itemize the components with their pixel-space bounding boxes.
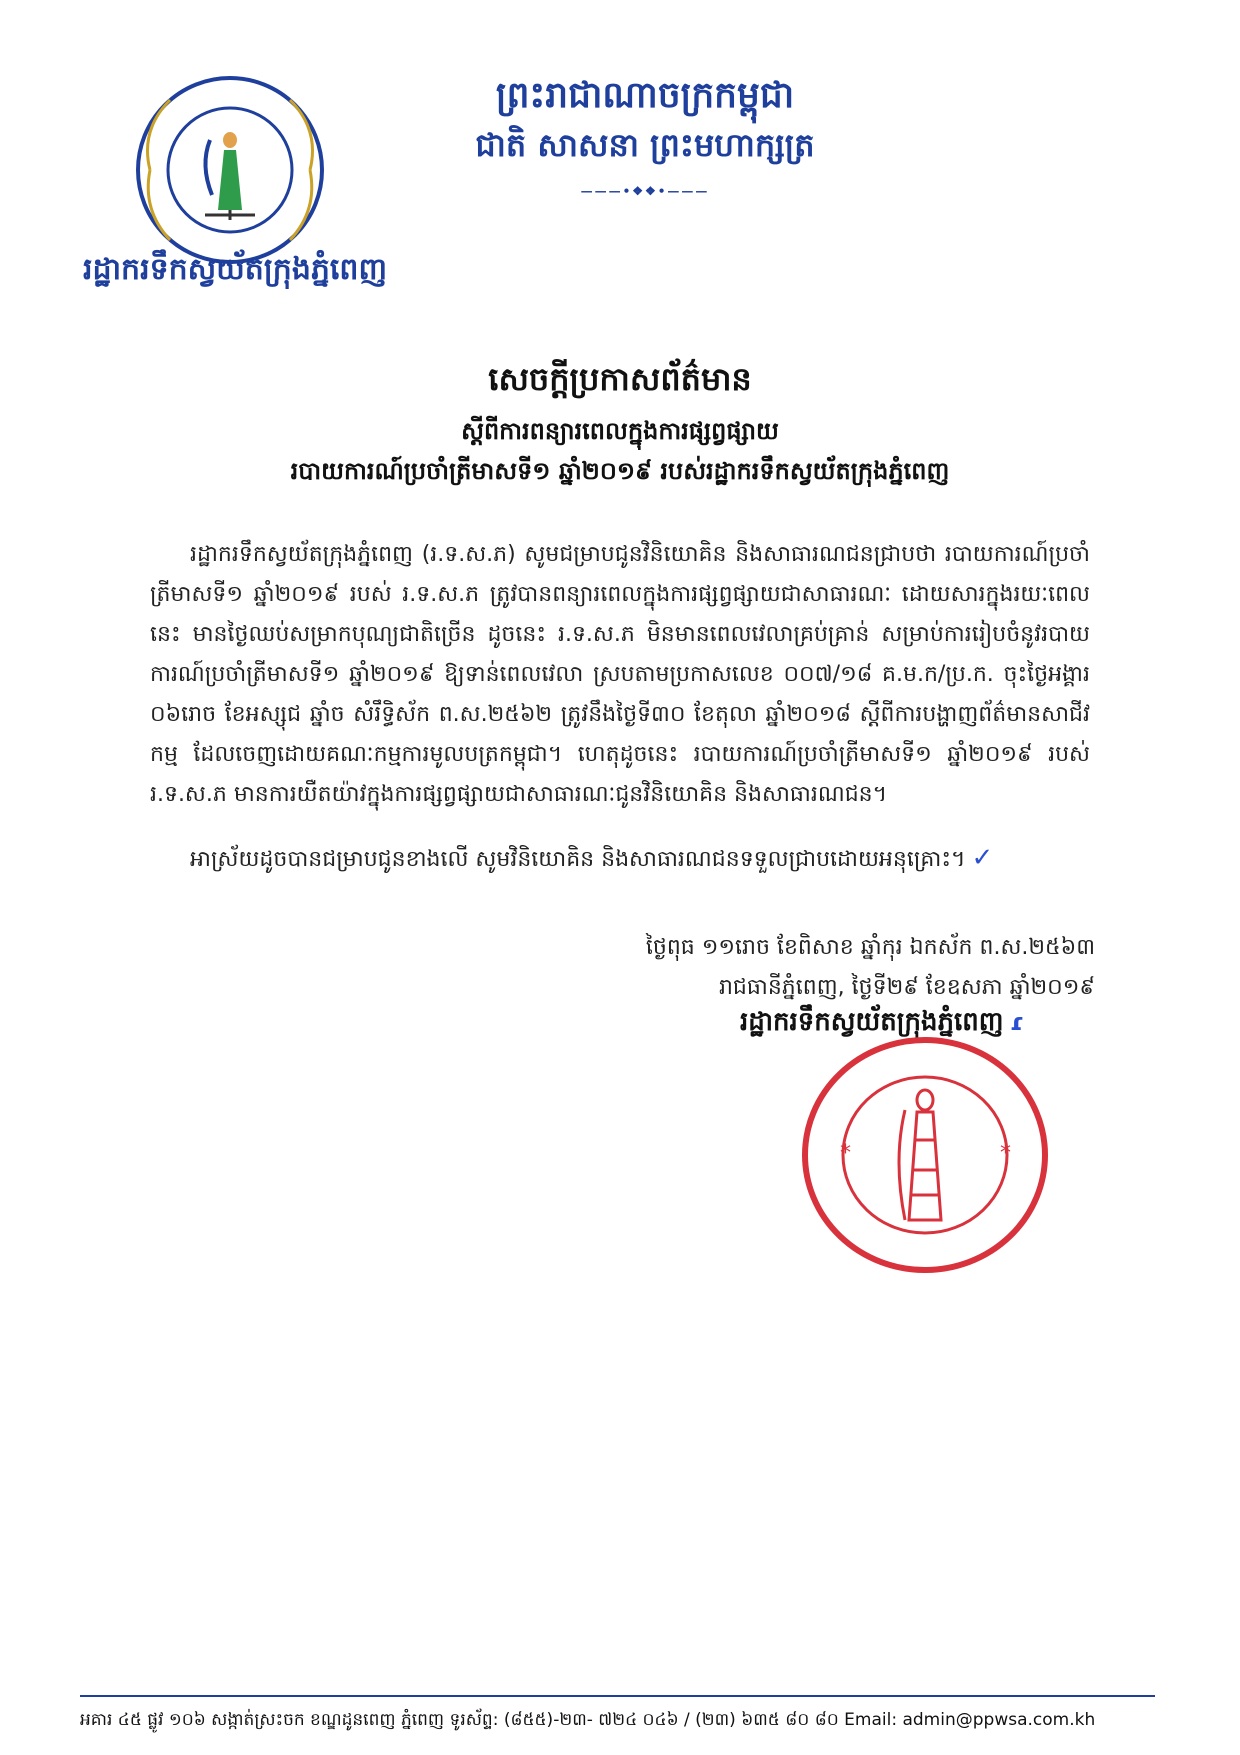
date-block (646, 928, 1095, 1008)
footer-divider (80, 1695, 1155, 1697)
signature-mark: ɾ (1009, 1008, 1024, 1036)
kingdom-title: ព្រះរាជាណាចក្រកម្ពុជា (495, 74, 795, 116)
lunar-date: ថ្ងៃពុធ ១១រោច ខែពិសាខ ឆ្នាំកុរ ឯកស័ក ព.ស.២៥៦៣ (645, 935, 1095, 960)
announcement-body (150, 535, 1090, 815)
signing-org-name: រដ្ឋាករទឹកស្វយ័តក្រុងភ្នំពេញ (740, 1007, 1004, 1037)
date-line: រាជធានីភ្នំពេញ, ថ្ងៃទី២៩ ខែឧសភា ឆ្នាំ២០១៩ (718, 975, 1095, 1000)
announcement-subtitle-2: របាយការណ៍ប្រចាំត្រីមាសទី១ ឆ្នាំ២០១៩ របស់រដ្ឋាករទឹកស្វយ័តក្រុងភ្នំពេញ (290, 457, 950, 485)
announcement-subtitle-1: ស្ដីពីការពន្យារពេលក្នុងការផ្សព្វផ្សាយ (461, 417, 779, 445)
svg-text:*: * (1000, 1141, 1011, 1166)
kingdom-motto: ជាតិ សាសនា ព្រះមហាក្សត្រ (475, 126, 815, 164)
announcement-title: សេចក្ដីប្រកាសព័ត៌មាន (488, 360, 752, 398)
check-mark-icon: ✓ (971, 843, 994, 873)
announcement-title-block (0, 355, 1240, 491)
closing-line (190, 838, 1090, 880)
closing-text: អាស្រ័យដូចបានជម្រាបជូនខាងលើ សូមវិនិយោគិន និងសាធារណជនទទួលជ្រាបដោយអនុគ្រោះ។ (190, 847, 966, 872)
org-name: រដ្ឋាករទឹកស្វយ័តក្រុងភ្នំពេញ (82, 252, 388, 287)
ppwsa-logo (130, 70, 330, 270)
kingdom-header (430, 70, 860, 198)
svg-text:*: * (840, 1141, 851, 1166)
official-stamp (795, 1030, 1055, 1280)
header-ornament: ———•❖❖•——— (580, 184, 710, 198)
body-paragraph: រដ្ឋាករទឹកស្វយ័តក្រុងភ្នំពេញ (រ.ទ.ស.ភ) សូមជម្រាបជូនវិនិយោគិន និងសាធារណជនជ្រាបថា របាយការណ៍ប្រចាំត្រីមាសទី១ ឆ្នាំ២០១៩ របស់ រ.ទ.ស.ភ ត្រូវបានពន្យារពេលក្នុងការផ្សព្វផ្សាយជាសាធារណៈ ដោយសារក្នុងរយៈពេលនេះ មានថ្ងៃឈប់សម្រាកបុណ្យជាតិច្រើន ដូចនេះ រ.ទ.ស.ភ មិនមានពេលវេលាគ្រប់គ្រាន់ សម្រាប់ការរៀបចំនូវរបាយការណ៍ប្រចាំត្រីមាសទី១ ឆ្នាំ២០១៩ ឱ្យទាន់ពេលវេលា ស្របតាមប្រកាសលេខ ០០៧/១៨ គ.ម.ក/ប្រ.ក. ចុះថ្ងៃអង្គារ ០៦រោច ខែអស្សុជ ឆ្នាំច សំរឹទ្ធិស័ក ព.ស.២៥៦២ ត្រូវនឹងថ្ងៃទី៣០ ខែតុលា ឆ្នាំ២០១៨ ស្ដីពីការបង្ហាញព័ត៌មានសាជីវកម្ម ដែលចេញដោយគណៈកម្មការមូលបត្រកម្ពុជា។ ហេតុដូចនេះ របាយការណ៍ប្រចាំត្រីមាសទី១ ឆ្នាំ២០១៩ របស់ រ.ទ.ស.ភ មានការយឺតយ៉ាវក្នុងការផ្សព្វផ្សាយជាសាធារណៈជូនវិនិយោគិន និងសាធារណជន។ (150, 542, 1090, 807)
footer-address: អគារ ៤៥ ផ្លូវ ១០៦ សង្កាត់ស្រះចក ខណ្ឌដូនពេញ ភ្នំពេញ ទូរស័ព្ទ: (៨៥៥)-២៣- ៧២៤ ០៤៦ / (២៣) ៦៣៥ ៨០ ៨០ Email: admin@ppwsa.com.kh (80, 1710, 1096, 1730)
